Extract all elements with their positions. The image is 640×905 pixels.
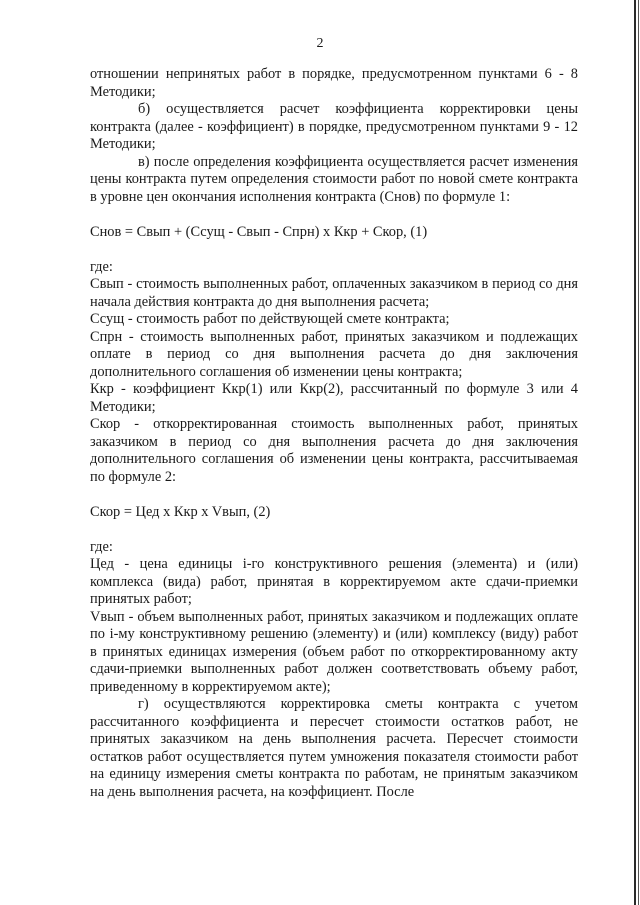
paragraph-g: г) осуществляются корректировка сметы контракта с учетом рассчитанного коэффициента и пересчет стоимости остатков работ, не принятых заказчиком на день выполнения расчета. Пересчет стоимости остатков работ осуществляется путем умножения показателя стоимости работ на единицу измерения сметы контракта по работам, не принятым заказчиком на день выполнения расчета, на коэффициент. После	[90, 696, 578, 800]
definition-ced: Цед - цена единицы i-го конструктивного решения (элемента) и (или) комплекса (вида) работ, принятая в корректируемом акте сдачи-приемки принятых работ;	[90, 556, 578, 607]
where-label-2: где:	[90, 538, 113, 555]
definition-vvyp: Vвып - объем выполненных работ, принятых заказчиком и подлежащих оплате по i-му конструктивному решению (элементу) и (или) комплексу (виду) работ в принятых единицах измерения (объем работ по откорректированному акту сдачи-приемки выполненных работ должен соответствовать объему работ, приведенному в корректируемом акте);	[90, 608, 578, 695]
paragraph-v: в) после определения коэффициента осуществляется расчет изменения цены контракта путем определения стоимости работ по новой смете контракта в уровне цен окончания исполнения контракта (Снов) по формуле 1:	[90, 153, 578, 205]
document-body	[90, 66, 578, 801]
scan-edge-line	[634, 0, 636, 905]
paragraph-continuation: отношении непринятых работ в порядке, предусмотренном пунктами 6 - 8 Методики;	[90, 66, 578, 100]
definition-sprn: Спрн - стоимость выполненных работ, принятых заказчиком и подлежащих оплате в период со дня выполнения расчета до дня заключения дополнительного соглашения об изменении цены контракта;	[90, 328, 578, 380]
definition-skor: Скор - откорректированная стоимость выполненных работ, принятых заказчиком в период со дня выполнения расчета до дня заключения дополнительного соглашения об изменении цены контракта, рассчитываемая по формуле 2:	[90, 416, 578, 485]
definition-svyp: Свып - стоимость выполненных работ, оплаченных заказчиком в период со дня начала действия контракта до дня выполнения расчета;	[90, 276, 578, 310]
page-number: 2	[316, 36, 324, 51]
definition-ssusch: Ссущ - стоимость работ по действующей смете контракта;	[90, 311, 450, 327]
scan-edge-line-outer	[638, 0, 639, 905]
formula-1: Снов = Свып + (Ссущ - Свып - Спрн) x Ккр + Скор, (1)	[90, 223, 428, 240]
definition-kkr: Ккр - коэффициент Ккр(1) или Ккр(2), рассчитанный по формуле 3 или 4 Методики;	[90, 381, 578, 415]
formula-2: Скор = Цед x Ккр x Vвып, (2)	[90, 503, 271, 520]
paragraph-b: б) осуществляется расчет коэффициента корректировки цены контракта (далее - коэффициент) в порядке, предусмотренном пунктами 9 - 12 Методики;	[90, 101, 578, 152]
where-label-1: где:	[90, 258, 113, 275]
